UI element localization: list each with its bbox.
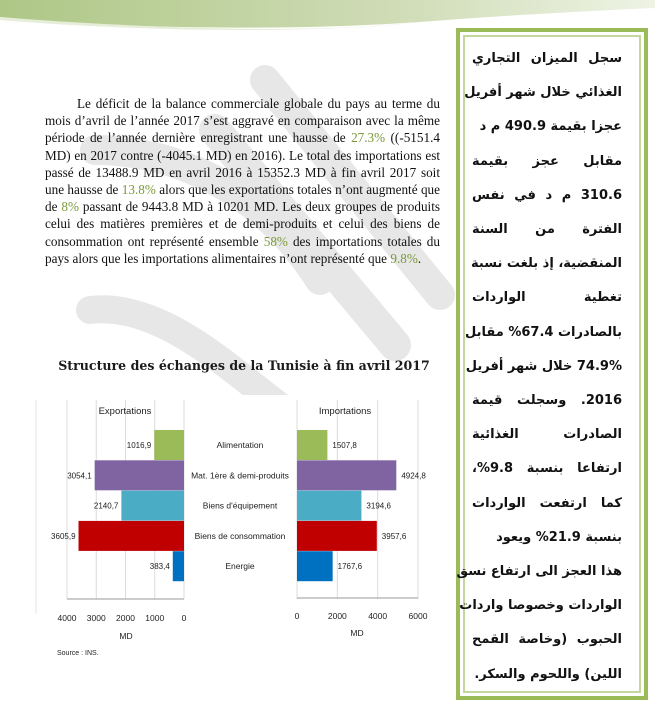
arabic-line: الغذائي خلال شهر أفريل [464, 85, 622, 101]
import-bar [297, 551, 333, 581]
arabic-line: سجل الميزان التجاري [472, 51, 622, 66]
export-bar [121, 491, 184, 521]
import-bar [297, 521, 377, 551]
arabic-line: هذا العجز الى ارتفاع نسق [456, 564, 622, 580]
imports-tick-label: 0 [294, 611, 300, 621]
chart-title: Structure des échanges de la Tunisie à fin avril 2017 [58, 358, 430, 373]
text-segment: Le déficit de la balance commerciale globale du pays au terme du mois d’avril de l’année 2017 s’est aggravé en comparaison avec la même période de l’année dernière enregistrant une hausse de [45, 96, 440, 146]
export-bar-label: 1016,9 [126, 441, 152, 450]
category-label: Mat. 1ère & demi-produits [191, 470, 289, 481]
import-bar-label: 3957,6 [381, 531, 407, 541]
arabic-summary-box [456, 28, 648, 700]
arabic-line: اللين) واللحوم والسكر. [474, 666, 622, 682]
arabic-line: 74.9% خلال شهر أفريل [465, 358, 622, 374]
arabic-line: بنسبة 21.9% ويعود [496, 529, 622, 545]
exports-panel-title: Exportations [98, 406, 152, 417]
export-bar-label: 383,4 [149, 562, 170, 572]
imports-axis-label: MD [350, 628, 364, 638]
arabic-line: بالصادرات 67.4% مقابل [465, 324, 622, 340]
export-bar [154, 430, 184, 460]
arabic-line: الفترة من السنة [472, 222, 622, 238]
arabic-text [456, 42, 622, 692]
text-segment: ((-5151.4 MD) en 2017 contre (-4045.1 MD) en 2016). Le total des importations est passé de 13488.9 MD en avril 2016 à 15352.3 MD à fin avril 2017 soit une hausse de [45, 130, 440, 198]
exports-tick-label: 0 [181, 613, 187, 623]
imports-tick-label: 4000 [368, 611, 388, 621]
exports-tick-label: 3000 [86, 613, 106, 623]
export-bar [173, 551, 184, 581]
arabic-line: الواردات وخصوصا واردات [459, 598, 622, 614]
trade-structure-chart [0, 395, 455, 665]
export-bar-label: 3054,1 [67, 471, 92, 481]
exports-tick-label: 4000 [57, 613, 77, 623]
imports-panel-title: Importations [318, 406, 372, 417]
export-bar-label: 3605,9 [51, 531, 76, 541]
export-bar-label: 2140,7 [93, 501, 119, 511]
export-bar [79, 521, 184, 551]
arabic-line: ارتفاعا بنسبة 9.8%، [472, 461, 622, 477]
highlight-percent: 27.3% [351, 130, 386, 146]
text-segment: . [417, 250, 422, 266]
arabic-line: كما ارتفعت الواردات [472, 495, 622, 511]
import-bar-label: 3194,6 [366, 501, 391, 511]
highlight-percent: 8% [61, 199, 79, 215]
exports-tick-label: 2000 [116, 613, 135, 623]
category-label: Energie [225, 561, 255, 572]
category-label: Biens de consommation [194, 530, 286, 541]
import-bar-label: 1767,6 [337, 562, 363, 572]
highlight-percent: 13.8% [121, 182, 156, 198]
french-paragraph [45, 95, 440, 267]
exports-tick-label: 1000 [145, 613, 165, 623]
text-segment: des importations totales du pays alors que les importations alimentaires n’ont représenté que [45, 233, 440, 266]
exports-axis-label: MD [119, 631, 133, 641]
arabic-line: مقابل عجز بقيمة [472, 153, 622, 169]
import-bar-label: 4924,8 [401, 471, 426, 481]
arabic-line: 310.6 م د في نفس [472, 187, 622, 203]
highlight-percent: 9.8% [390, 250, 418, 266]
arabic-line: الحبوب (وخاصة القمح [472, 632, 622, 648]
arabic-line: الصادرات الغذائية [472, 427, 622, 443]
text-segment: alors que les exportations totales n’ont augmenté que de [45, 182, 440, 215]
highlight-percent: 58% [263, 233, 288, 249]
arabic-line: تغطية الواردات [472, 290, 622, 306]
arabic-line: عجزا بقيمة 490.9 م د [479, 119, 622, 135]
import-bar [297, 491, 361, 521]
import-bar-label: 1507,8 [332, 441, 357, 450]
imports-tick-label: 6000 [408, 611, 428, 621]
import-bar [297, 460, 396, 490]
export-bar [95, 460, 184, 490]
import-bar [297, 430, 327, 460]
arabic-line: المنقضية، إذ بلغت نسبة [471, 256, 622, 272]
text-segment: passant de 9443.8 MD à 10201 MD. Les deux groupes de produits celui des matières premières et de demi-produits et celui des biens de consommation ont représenté ensemble [45, 199, 440, 249]
arabic-line: 2016. وسجلت قيمة [472, 393, 622, 409]
category-label: Biens d'équipement [202, 500, 278, 511]
category-label: Alimentation [216, 440, 264, 450]
imports-tick-label: 2000 [327, 611, 347, 621]
chart-source: Source : INS. [57, 650, 99, 657]
